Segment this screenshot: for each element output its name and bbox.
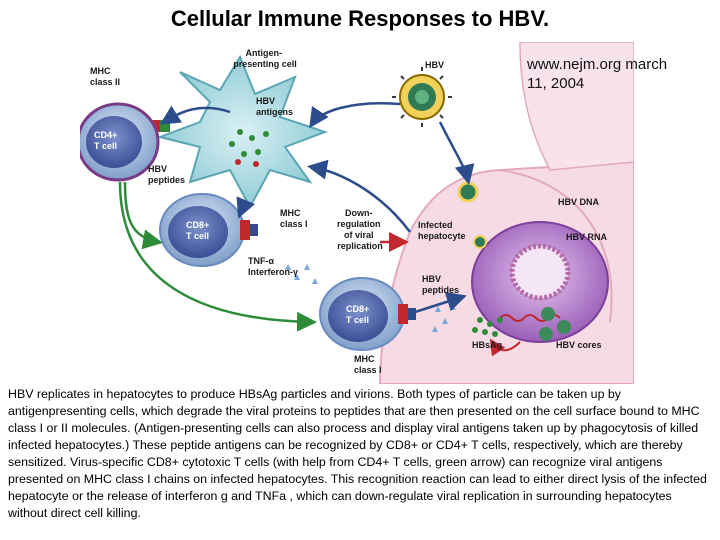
cd8-t-cell-bottom [320,278,404,350]
hbv-dna-ring [512,246,568,298]
mhc-class-i-receptor-top [240,220,250,240]
hbv-immune-diagram [80,42,634,384]
source-line-1: www.nejm.org march [527,56,668,73]
label-hbv-peptides-left: HBV peptides [148,164,186,185]
source-citation [527,55,667,93]
label-tnf-interferon: TNF-α Interferon-γ [248,256,299,277]
label-cd8-bottom: CD8+ T cell [346,304,370,325]
hbv-virion [392,67,452,127]
label-cd4: CD4+ T cell [94,130,118,151]
page-title: Cellular Immune Responses to HBV. [170,6,550,31]
label-infected-hepatocyte: Infected hepatocyte [418,220,466,241]
source-line-2: 11, 2004 [527,75,585,92]
label-hbv-rna: HBV RNA [566,232,608,242]
label-downregulation: Down- regulation of viral replication [336,208,383,251]
figure-caption: HBV replicates in hepatocytes to produce HBsAg particles and virions. Both types of particle can be taken up by antigenpresenting cells, which degrade the viral proteins to peptides that are then presented on the cell surface bound to MHC class I or II molecules. (Antigen-presenting cells can also process and display viral antigens taken up by phagocytosis of killed infected hepatocytes.) These peptide antigens can be recognized by CD8+ or CD4+ T cells, respectively, which are thereby sensitized. Virus-specific CD8+ cytotoxic T cells (with help from CD4+ T cells, green arrow) can recognize viral antigens presented on MHC class I chains on infected hepatocytes. This recognition reaction can lead to either direct lysis of the infected hepatocyte or the release of interferon g and TNFa , which can down-regulate viral replication in surrounding hepatocytes without direct cell killing. [8,387,707,520]
diagram-canvas [80,42,634,384]
label-mhc-class-i-top: MHC class I [280,208,308,229]
hbv-particle-entering [459,183,477,201]
label-mhc-class-ii: MHC class II [90,66,121,87]
cd8-t-cell-top [160,194,244,266]
label-mhc-class-i-bottom: MHC class I [354,354,382,375]
label-hbv-dna: HBV DNA [558,197,600,207]
label-cd8-top: CD8+ T cell [186,220,210,241]
label-hbv: HBV [425,60,445,70]
label-hbv-peptides-right: HBV peptides [422,274,460,295]
label-apc: Antigen- presenting cell [233,48,297,69]
cd4-t-cell [80,104,158,180]
mhc-class-i-receptor-bottom [398,304,408,324]
label-hbv-antigens: HBV antigens [256,96,294,117]
label-hbv-cores: HBV cores [556,340,602,350]
label-hbsag: HBsAg [472,340,503,350]
